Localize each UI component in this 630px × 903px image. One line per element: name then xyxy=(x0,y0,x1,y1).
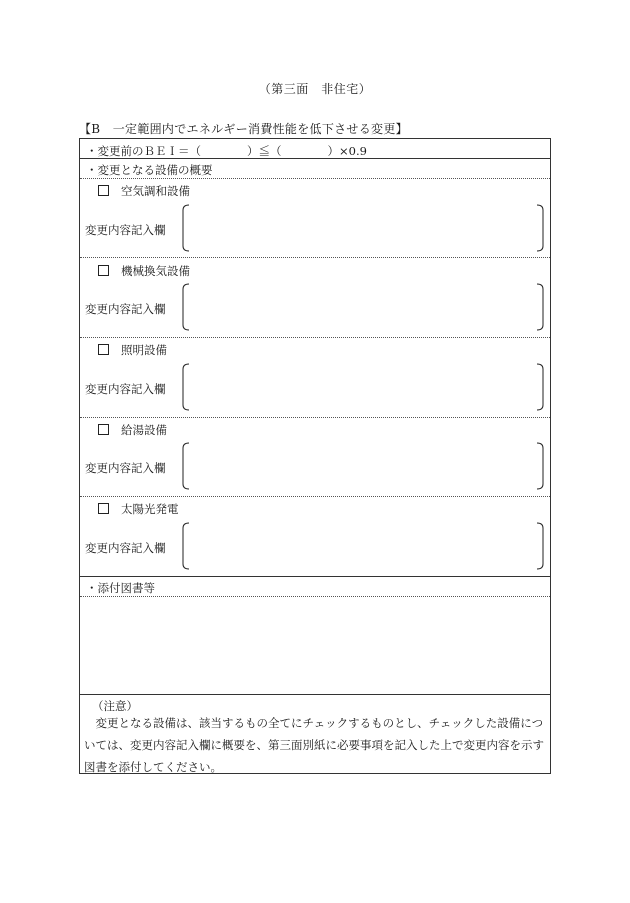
equipment-checkbox-mechanical-ventilation[interactable] xyxy=(98,263,190,279)
checkbox-icon[interactable] xyxy=(98,344,109,355)
equipment-name: 機械換気設備 xyxy=(121,264,190,278)
change-content-field[interactable] xyxy=(181,363,545,411)
bracket-icon xyxy=(181,442,545,490)
equipment-name: 太陽光発電 xyxy=(121,502,179,516)
divider xyxy=(80,496,550,497)
divider xyxy=(80,694,550,695)
equipment-checkbox-solar-power[interactable] xyxy=(98,501,179,517)
divider xyxy=(80,178,550,179)
change-content-label: 変更内容記入欄 xyxy=(85,302,166,316)
change-content-field[interactable] xyxy=(181,442,545,490)
change-content-label: 変更内容記入欄 xyxy=(85,223,166,237)
divider xyxy=(80,417,550,418)
page-heading: （第三面 非住宅） xyxy=(258,82,372,96)
attachments-heading: ・添付図書等 xyxy=(86,581,155,595)
divider xyxy=(80,337,550,338)
checkbox-icon[interactable] xyxy=(98,503,109,514)
bei-formula-row: ・変更前のＢＥＩ＝（ ）≦（ ）×0.9 xyxy=(86,144,367,158)
section-title: 【B 一定範囲内でエネルギー消費性能を低下させる変更】 xyxy=(79,122,408,136)
equipment-name: 空気調和設備 xyxy=(121,184,190,198)
change-content-label: 変更内容記入欄 xyxy=(85,382,166,396)
change-content-label: 変更内容記入欄 xyxy=(85,461,166,475)
notes-heading: （注意） xyxy=(92,699,138,713)
checkbox-icon[interactable] xyxy=(98,265,109,276)
notes-text: 変更となる設備は、該当するもの全てにチェックするものとし、チェックした設備については、変更内容記入欄に概要を、第三面別紙に必要事項を記入した上で変更内容を示す図書を添付してください。 xyxy=(84,716,544,774)
equipment-name: 照明設備 xyxy=(121,343,167,357)
divider xyxy=(80,257,550,258)
equipment-checkbox-hot-water[interactable] xyxy=(98,422,167,438)
change-content-field[interactable] xyxy=(181,283,545,331)
change-content-label: 変更内容記入欄 xyxy=(85,541,166,555)
attachments-field[interactable] xyxy=(80,597,550,694)
equipment-checkbox-lighting[interactable] xyxy=(98,342,167,358)
bracket-icon xyxy=(181,522,545,570)
bracket-icon xyxy=(181,204,545,252)
divider xyxy=(80,158,550,159)
divider xyxy=(80,576,550,577)
change-content-field[interactable] xyxy=(181,522,545,570)
bracket-icon xyxy=(181,363,545,411)
checkbox-icon[interactable] xyxy=(98,185,109,196)
equipment-name: 給湯設備 xyxy=(121,423,167,437)
equipment-overview-heading: ・変更となる設備の概要 xyxy=(86,163,213,177)
bracket-icon xyxy=(181,283,545,331)
equipment-checkbox-air-conditioning[interactable] xyxy=(98,183,190,199)
checkbox-icon[interactable] xyxy=(98,424,109,435)
form-box xyxy=(79,138,551,774)
change-content-field[interactable] xyxy=(181,204,545,252)
